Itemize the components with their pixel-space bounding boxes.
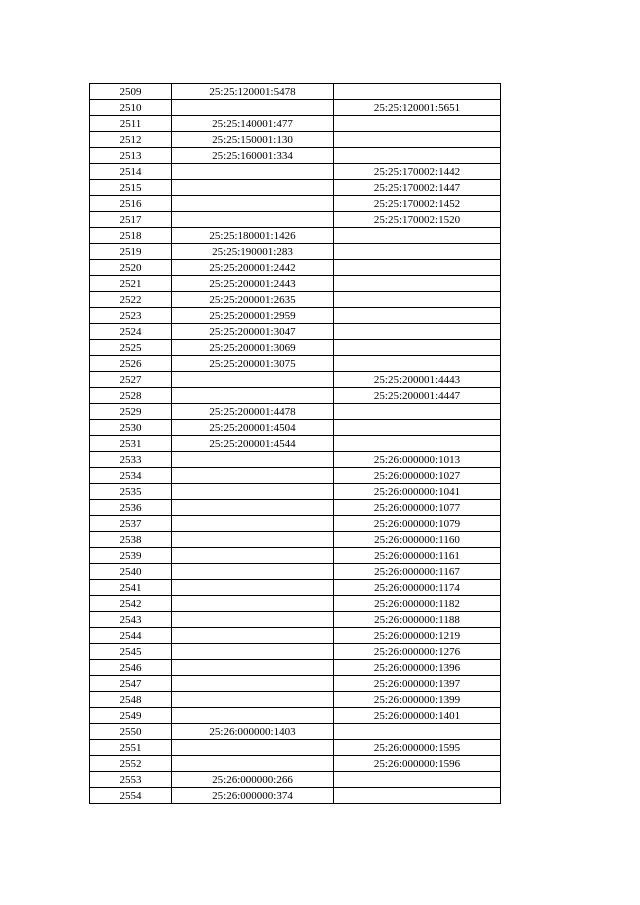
table-row (90, 452, 501, 468)
table-row (90, 420, 501, 436)
cadastral-number-cell-a (172, 180, 334, 196)
row-number-cell: 2522 (90, 292, 172, 308)
table-row (90, 292, 501, 308)
cadastral-number-cell-a (172, 564, 334, 580)
row-number-cell: 2510 (90, 100, 172, 116)
row-number-cell: 2554 (90, 788, 172, 804)
row-number-cell: 2519 (90, 244, 172, 260)
table-row (90, 148, 501, 164)
cadastral-number-cell-b: 25:26:000000:1167 (334, 564, 501, 580)
row-number-cell: 2523 (90, 308, 172, 324)
table-row (90, 788, 501, 804)
row-number-cell: 2527 (90, 372, 172, 388)
cadastral-number-cell-a (172, 548, 334, 564)
cadastral-number-cell-a: 25:25:200001:3069 (172, 340, 334, 356)
table-row (90, 180, 501, 196)
table-row (90, 244, 501, 260)
table-row (90, 644, 501, 660)
table-row (90, 708, 501, 724)
cadastral-number-cell-b: 25:26:000000:1027 (334, 468, 501, 484)
row-number-cell: 2521 (90, 276, 172, 292)
table-row (90, 468, 501, 484)
row-number-cell: 2534 (90, 468, 172, 484)
cadastral-number-cell-a: 25:25:200001:4504 (172, 420, 334, 436)
cadastral-number-cell-a (172, 628, 334, 644)
cadastral-number-cell-b (334, 308, 501, 324)
cadastral-number-cell-b (334, 260, 501, 276)
table-row (90, 228, 501, 244)
table-row (90, 276, 501, 292)
row-number-cell: 2516 (90, 196, 172, 212)
row-number-cell: 2539 (90, 548, 172, 564)
table-row (90, 676, 501, 692)
cadastral-number-cell-b: 25:26:000000:1160 (334, 532, 501, 548)
table-row (90, 580, 501, 596)
table-row (90, 308, 501, 324)
cadastral-number-cell-a (172, 644, 334, 660)
table-row (90, 724, 501, 740)
cadastral-number-cell-b (334, 436, 501, 452)
table-row (90, 596, 501, 612)
row-number-cell: 2552 (90, 756, 172, 772)
cadastral-number-cell-a: 25:25:180001:1426 (172, 228, 334, 244)
cadastral-number-cell-a (172, 100, 334, 116)
cadastral-number-cell-b: 25:25:200001:4447 (334, 388, 501, 404)
row-number-cell: 2550 (90, 724, 172, 740)
cadastral-number-cell-b: 25:26:000000:1161 (334, 548, 501, 564)
cadastral-number-cell-b: 25:26:000000:1079 (334, 516, 501, 532)
cadastral-number-cell-b: 25:25:200001:4443 (334, 372, 501, 388)
row-number-cell: 2525 (90, 340, 172, 356)
cadastral-number-cell-b (334, 340, 501, 356)
cadastral-number-cell-a (172, 516, 334, 532)
table-row (90, 692, 501, 708)
row-number-cell: 2538 (90, 532, 172, 548)
cadastral-number-cell-b (334, 404, 501, 420)
row-number-cell: 2524 (90, 324, 172, 340)
cadastral-number-cell-b: 25:26:000000:1077 (334, 500, 501, 516)
cadastral-number-cell-b: 25:25:170002:1520 (334, 212, 501, 228)
row-number-cell: 2517 (90, 212, 172, 228)
cadastral-number-cell-b (334, 276, 501, 292)
cadastral-number-cell-a (172, 452, 334, 468)
cadastral-number-cell-b: 25:26:000000:1276 (334, 644, 501, 660)
cadastral-number-cell-a: 25:26:000000:1403 (172, 724, 334, 740)
row-number-cell: 2548 (90, 692, 172, 708)
table-row (90, 564, 501, 580)
row-number-cell: 2546 (90, 660, 172, 676)
cadastral-number-cell-b: 25:26:000000:1219 (334, 628, 501, 644)
cadastral-number-cell-a (172, 212, 334, 228)
table-row (90, 132, 501, 148)
cadastral-number-cell-b (334, 724, 501, 740)
cadastral-number-cell-b (334, 356, 501, 372)
row-number-cell: 2528 (90, 388, 172, 404)
row-number-cell: 2540 (90, 564, 172, 580)
cadastral-number-cell-a: 25:25:200001:4544 (172, 436, 334, 452)
table-row (90, 532, 501, 548)
row-number-cell: 2514 (90, 164, 172, 180)
table-row (90, 660, 501, 676)
cadastral-number-cell-a (172, 164, 334, 180)
table-row (90, 548, 501, 564)
cadastral-number-cell-b: 25:26:000000:1596 (334, 756, 501, 772)
cadastral-number-cell-b: 25:26:000000:1174 (334, 580, 501, 596)
cadastral-number-cell-a: 25:25:140001:477 (172, 116, 334, 132)
cadastral-number-cell-a (172, 372, 334, 388)
cadastral-number-cell-a: 25:25:200001:2443 (172, 276, 334, 292)
cadastral-number-cell-a (172, 612, 334, 628)
table-row (90, 756, 501, 772)
cadastral-number-cell-a: 25:26:000000:374 (172, 788, 334, 804)
cadastral-number-cell-a (172, 708, 334, 724)
table-row (90, 100, 501, 116)
cadastral-number-cell-a (172, 676, 334, 692)
cadastral-number-cell-b (334, 148, 501, 164)
cadastral-number-cell-b (334, 788, 501, 804)
row-number-cell: 2511 (90, 116, 172, 132)
cadastral-number-cell-b: 25:26:000000:1396 (334, 660, 501, 676)
table-row (90, 196, 501, 212)
cadastral-number-cell-b (334, 132, 501, 148)
row-number-cell: 2529 (90, 404, 172, 420)
cadastral-number-cell-a: 25:25:200001:2442 (172, 260, 334, 276)
row-number-cell: 2520 (90, 260, 172, 276)
cadastral-number-cell-a: 25:25:190001:283 (172, 244, 334, 260)
row-number-cell: 2542 (90, 596, 172, 612)
cadastral-number-cell-b (334, 324, 501, 340)
cadastral-number-cell-a: 25:25:150001:130 (172, 132, 334, 148)
row-number-cell: 2553 (90, 772, 172, 788)
table-row (90, 404, 501, 420)
row-number-cell: 2551 (90, 740, 172, 756)
cadastral-number-cell-b (334, 292, 501, 308)
cadastral-number-cell-b: 25:26:000000:1399 (334, 692, 501, 708)
table-row (90, 388, 501, 404)
row-number-cell: 2547 (90, 676, 172, 692)
table-row (90, 772, 501, 788)
table-row (90, 372, 501, 388)
cadastral-number-table (89, 83, 501, 804)
cadastral-number-cell-b (334, 772, 501, 788)
cadastral-number-cell-a (172, 756, 334, 772)
cadastral-number-cell-a: 25:25:200001:3075 (172, 356, 334, 372)
cadastral-number-cell-b (334, 228, 501, 244)
cadastral-number-cell-b: 25:26:000000:1182 (334, 596, 501, 612)
cadastral-number-cell-a (172, 580, 334, 596)
cadastral-number-cell-a: 25:26:000000:266 (172, 772, 334, 788)
table-row (90, 436, 501, 452)
cadastral-number-cell-a (172, 532, 334, 548)
row-number-cell: 2541 (90, 580, 172, 596)
table-row (90, 740, 501, 756)
cadastral-number-cell-b (334, 84, 501, 100)
cadastral-number-cell-b: 25:26:000000:1595 (334, 740, 501, 756)
row-number-cell: 2535 (90, 484, 172, 500)
cadastral-number-cell-a: 25:25:160001:334 (172, 148, 334, 164)
table-row (90, 324, 501, 340)
cadastral-number-cell-b: 25:26:000000:1401 (334, 708, 501, 724)
table-row (90, 340, 501, 356)
cadastral-number-cell-a (172, 484, 334, 500)
row-number-cell: 2537 (90, 516, 172, 532)
cadastral-number-cell-a (172, 596, 334, 612)
row-number-cell: 2530 (90, 420, 172, 436)
row-number-cell: 2543 (90, 612, 172, 628)
table-row (90, 116, 501, 132)
cadastral-number-cell-a (172, 692, 334, 708)
cadastral-number-cell-a (172, 468, 334, 484)
cadastral-number-cell-b: 25:26:000000:1188 (334, 612, 501, 628)
cadastral-number-cell-a: 25:25:120001:5478 (172, 84, 334, 100)
cadastral-number-cell-b (334, 420, 501, 436)
cadastral-number-cell-a (172, 660, 334, 676)
cadastral-number-cell-a: 25:25:200001:2959 (172, 308, 334, 324)
cadastral-number-cell-b: 25:25:170002:1447 (334, 180, 501, 196)
table-row (90, 516, 501, 532)
cadastral-number-cell-b: 25:26:000000:1397 (334, 676, 501, 692)
cadastral-number-cell-a (172, 196, 334, 212)
table-row (90, 500, 501, 516)
table-body (90, 84, 501, 804)
cadastral-number-cell-a: 25:25:200001:3047 (172, 324, 334, 340)
row-number-cell: 2509 (90, 84, 172, 100)
table-row (90, 84, 501, 100)
row-number-cell: 2544 (90, 628, 172, 644)
cadastral-number-cell-a (172, 740, 334, 756)
table-row (90, 260, 501, 276)
row-number-cell: 2531 (90, 436, 172, 452)
table-row (90, 356, 501, 372)
cadastral-number-cell-b: 25:25:120001:5651 (334, 100, 501, 116)
table-row (90, 212, 501, 228)
row-number-cell: 2513 (90, 148, 172, 164)
table-row (90, 164, 501, 180)
row-number-cell: 2518 (90, 228, 172, 244)
cadastral-number-cell-a (172, 500, 334, 516)
cadastral-number-cell-b: 25:26:000000:1013 (334, 452, 501, 468)
cadastral-number-cell-b: 25:26:000000:1041 (334, 484, 501, 500)
table-row (90, 612, 501, 628)
cadastral-number-cell-b: 25:25:170002:1442 (334, 164, 501, 180)
row-number-cell: 2545 (90, 644, 172, 660)
cadastral-number-cell-a: 25:25:200001:2635 (172, 292, 334, 308)
row-number-cell: 2536 (90, 500, 172, 516)
row-number-cell: 2549 (90, 708, 172, 724)
cadastral-number-cell-b (334, 116, 501, 132)
cadastral-number-cell-a: 25:25:200001:4478 (172, 404, 334, 420)
row-number-cell: 2515 (90, 180, 172, 196)
row-number-cell: 2512 (90, 132, 172, 148)
cadastral-number-cell-b (334, 244, 501, 260)
cadastral-number-cell-a (172, 388, 334, 404)
table-row (90, 484, 501, 500)
row-number-cell: 2533 (90, 452, 172, 468)
row-number-cell: 2526 (90, 356, 172, 372)
cadastral-number-cell-b: 25:25:170002:1452 (334, 196, 501, 212)
table-row (90, 628, 501, 644)
